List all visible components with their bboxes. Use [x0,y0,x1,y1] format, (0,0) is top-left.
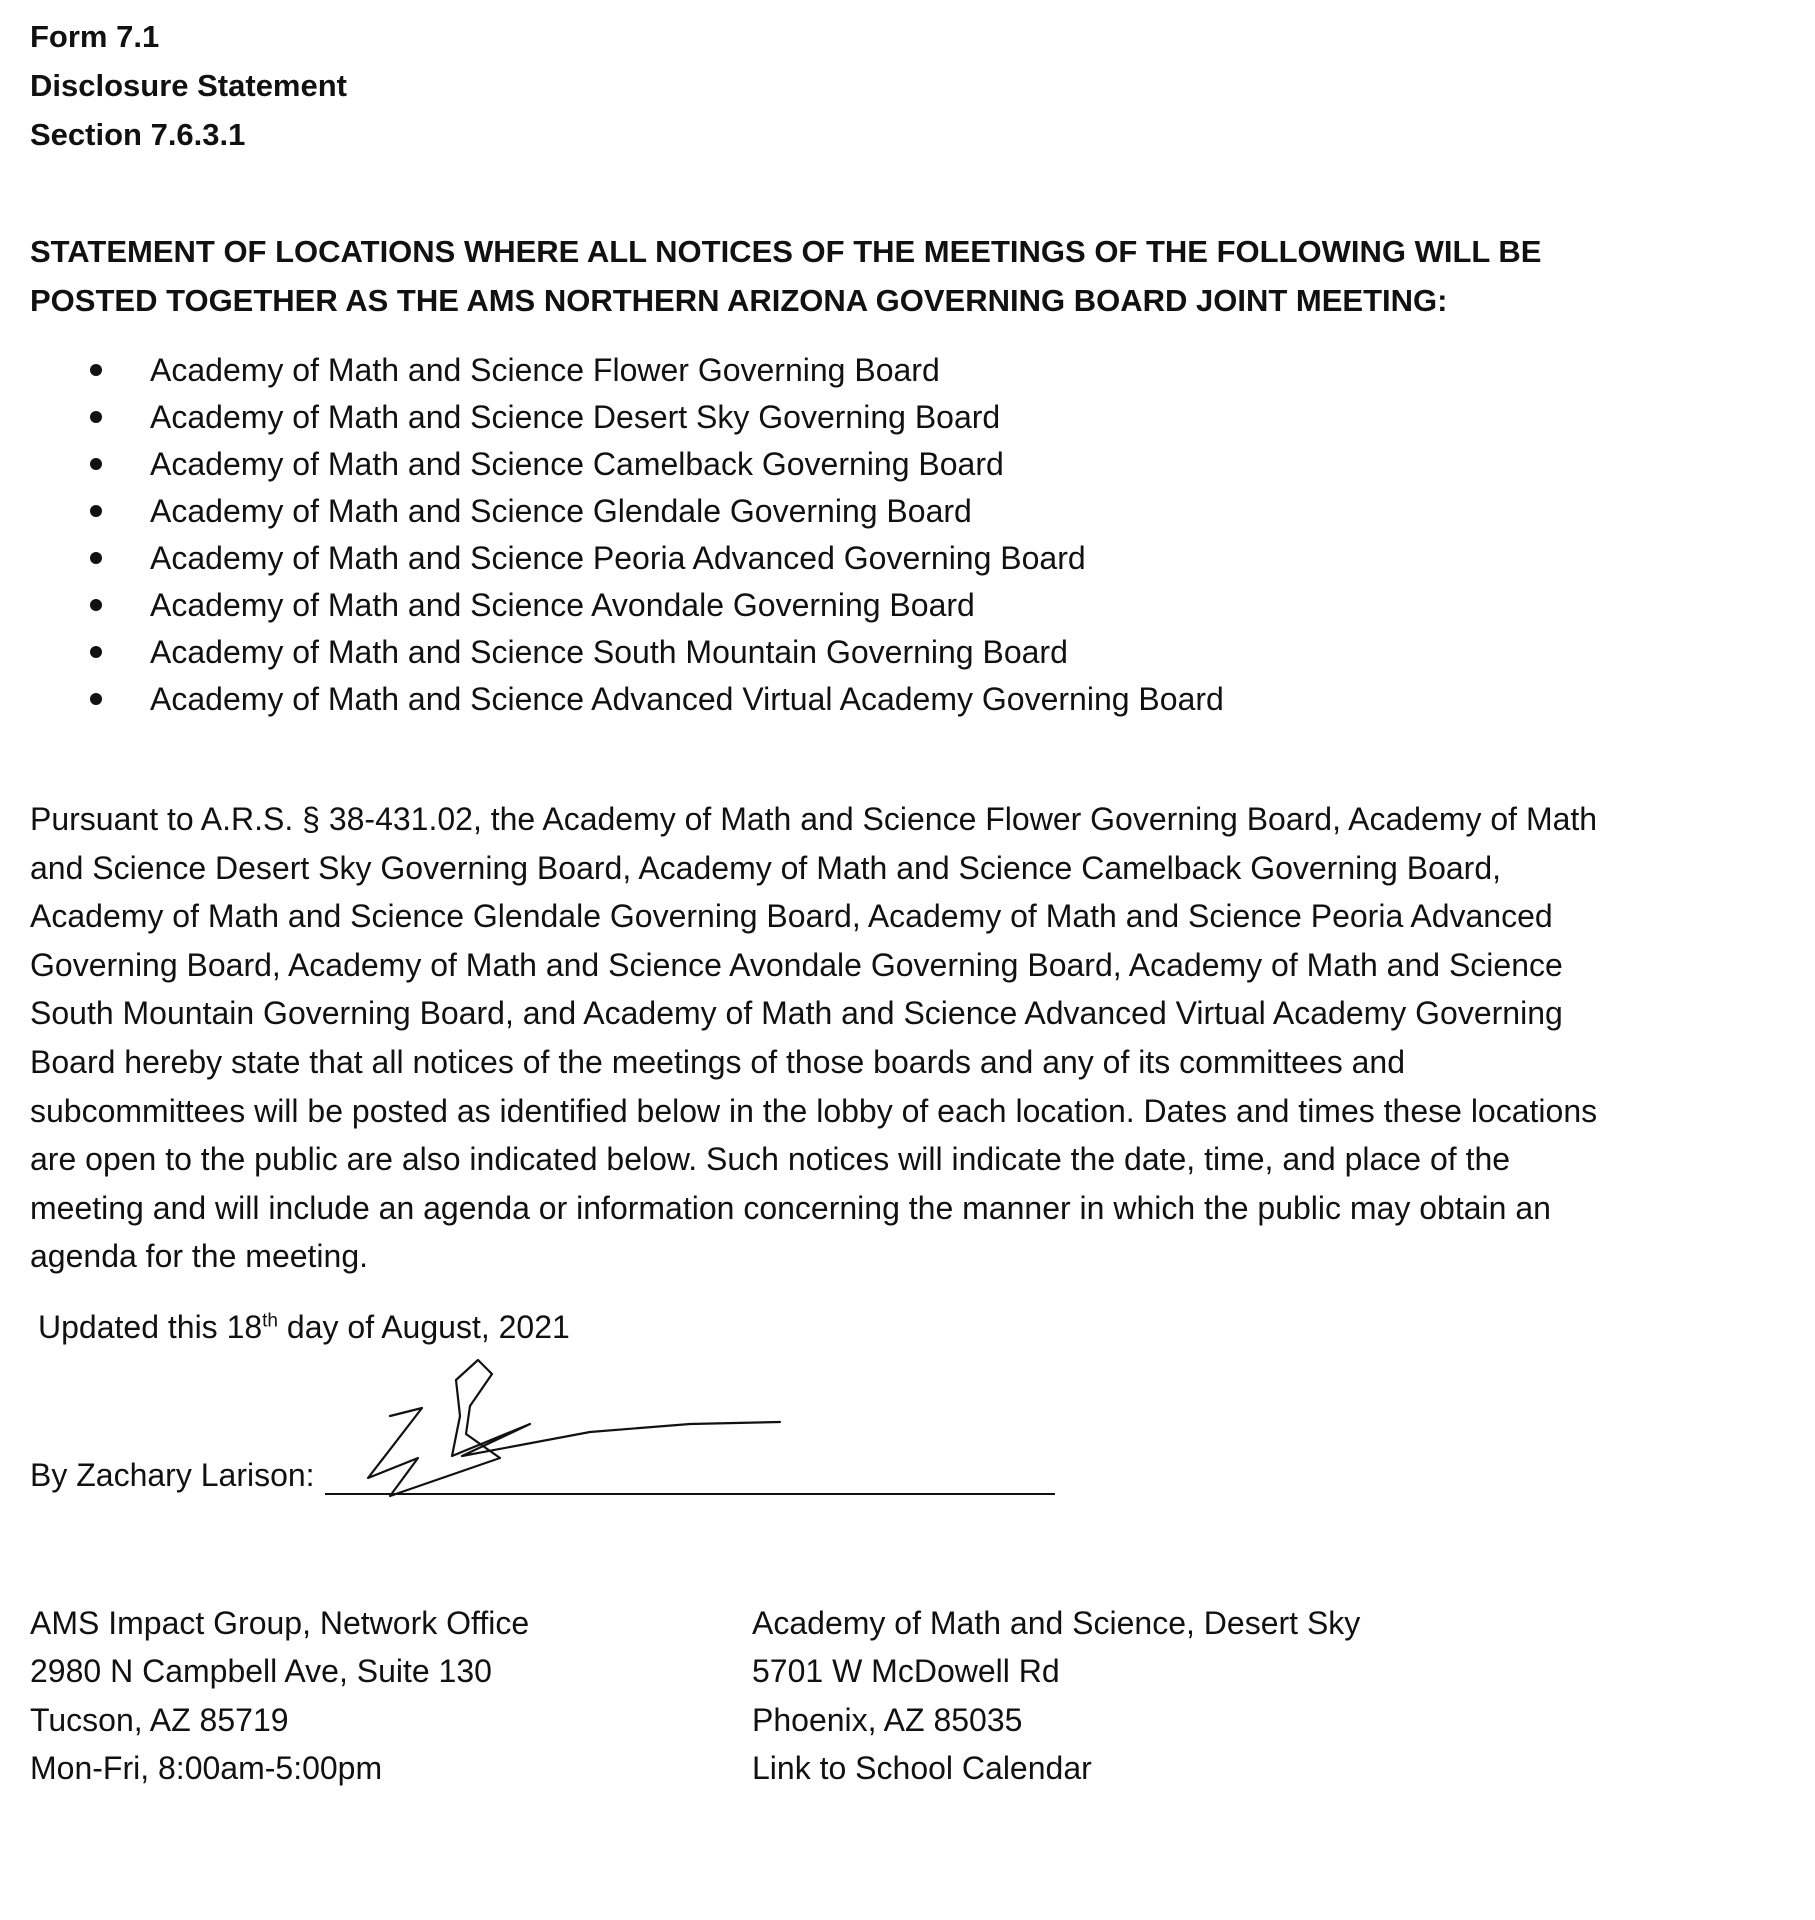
board-name: Academy of Math and Science Peoria Advanced Governing Board [150,540,1086,576]
statement-heading: STATEMENT OF LOCATIONS WHERE ALL NOTICES OF THE MEETINGS OF THE FOLLOWING WILL BE POSTED TOGETHER AS THE AMS NORTHERN ARIZONA GOVERNING BOARD JOINT MEETING: [30,234,1542,318]
location-hours: Link to School Calendar [752,1750,1092,1787]
location-city: Phoenix, AZ 85035 [752,1701,1023,1738]
bullet-icon [90,364,102,376]
list-item [30,394,1790,441]
location-street: 2980 N Campbell Ave, Suite 130 [30,1653,492,1690]
locations [30,1599,1790,1799]
bullet-icon [90,599,102,611]
bullet-icon [90,411,102,423]
updated-date-line [38,1303,1790,1351]
handwritten-signature [360,1346,800,1506]
body-paragraph: Pursuant to A.R.S. § 38-431.02, the Academy of Math and Science Flower Governing Board, Academy of Math and Science Desert Sky Governing Board, Academy of Math and Science Camelback Governing Board, Academy of Math and Science Glendale Governing Board, Academy of Math and Science Peoria Advanced Governing Board, Academy of Math and Science Avondale Governing Board, Academy of Math and Science South Mountain Governing Board, and Academy of Math and Science Advanced Virtual Academy Governing Board hereby state that all notices of the meetings of those boards and any of its committees and subcommittees will be posted as identified below in the lobby of each location. Dates and times these locations are open to the public are also indicated below. Such notices will indicate the date, time, and place of the meeting and will include an agenda or information concerning the manner in which the public may obtain an agenda for the meeting. [30,801,1598,1275]
board-name: Academy of Math and Science Camelback Governing Board [150,446,1004,482]
bullet-icon [90,458,102,470]
list-item [30,535,1790,582]
list-item [30,582,1790,629]
list-item [30,488,1790,535]
location-city: Tucson, AZ 85719 [30,1701,289,1738]
location-street: 5701 W McDowell Rd [752,1653,1060,1690]
bullet-icon [90,646,102,658]
updated-ordinal-suffix: th [262,1310,279,1332]
bullet-icon [90,693,102,705]
form-number: Form 7.1 [30,19,160,54]
location-name: Academy of Math and Science, Desert Sky [752,1604,1361,1641]
location-desert-sky [752,1599,1360,1793]
signature-block [30,1451,1790,1501]
form-header [30,12,1790,159]
board-name: Academy of Math and Science Avondale Governing Board [150,587,975,623]
board-name: Academy of Math and Science Desert Sky Governing Board [150,399,1001,435]
bullet-icon [90,552,102,564]
form-title: Disclosure Statement [30,68,347,103]
location-name: AMS Impact Group, Network Office [30,1604,530,1641]
board-name: Academy of Math and Science Advanced Virtual Academy Governing Board [150,681,1224,717]
updated-rest: day of August, 2021 [278,1308,570,1345]
board-list [30,347,1790,723]
board-name: Academy of Math and Science Glendale Governing Board [150,493,972,529]
bullet-icon [90,505,102,517]
signature-label: By Zachary Larison: [30,1456,315,1493]
list-item [30,676,1790,723]
form-section: Section 7.6.3.1 [30,117,246,152]
updated-prefix: Updated this 18 [38,1308,263,1345]
location-network-office [30,1599,529,1793]
list-item [30,441,1790,488]
board-name: Academy of Math and Science South Mountain Governing Board [150,634,1068,670]
location-hours: Mon-Fri, 8:00am-5:00pm [30,1750,383,1787]
board-name: Academy of Math and Science Flower Governing Board [150,352,940,388]
list-item [30,629,1790,676]
list-item [30,347,1790,394]
document-page [30,12,1790,1799]
